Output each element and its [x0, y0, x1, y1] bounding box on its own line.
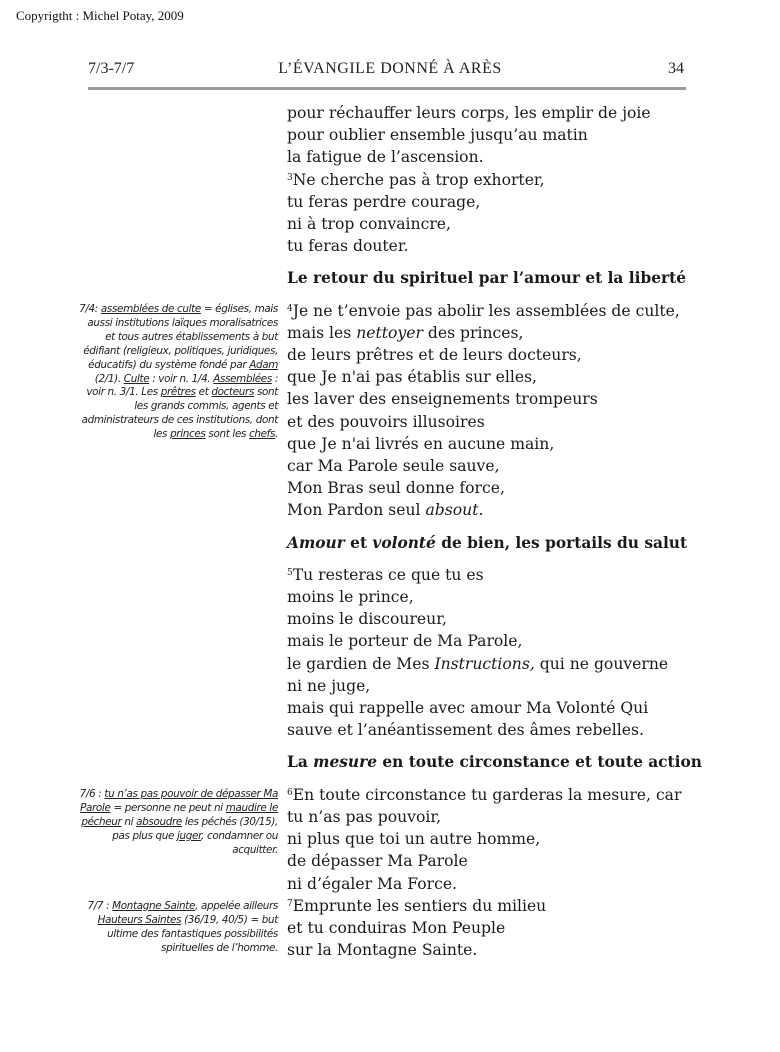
verse-line: mais le porteur de Ma Parole,: [287, 632, 523, 651]
verse-line: les laver des enseignements trompeurs: [287, 390, 598, 409]
header-rule: [88, 87, 686, 90]
verse-line: $^4$Je ne t’envoie pas abolir les assemblées de culte,: [287, 301, 680, 320]
verse-line: que Je n'ai livrés en aucune main,: [287, 434, 555, 453]
verse-number: 6: [287, 787, 293, 798]
header-verse-range: 7/3-7/7: [88, 60, 135, 77]
verse-line: Mon Pardon seul absout.: [287, 501, 484, 520]
verse-number: 5: [287, 567, 293, 578]
verse-line: que Je n'ai pas établis sur elles,: [287, 368, 538, 387]
verse-line: pour réchauffer leurs corps, les emplir de joie: [287, 104, 651, 122]
verse-line: tu feras perdre courage,: [287, 192, 481, 211]
verse-line: la fatigue de l’ascension.: [287, 148, 484, 167]
verse-line: moins le prince,: [287, 588, 414, 607]
verse-line: Mon Bras seul donne force,: [287, 479, 505, 498]
verse-line: $^6$En toute circonstance tu garderas la mesure, car: [287, 785, 682, 804]
verse-line: mais qui rappelle avec amour Ma Volonté Qui sauve et l’anéantissement des âmes rebelles.: [287, 699, 649, 740]
verse-line: tu feras douter.: [287, 237, 409, 256]
section-heading: Le retour du spirituel par l’amour et la liberté: [287, 269, 687, 288]
verse-line: de leurs prêtres et de leurs docteurs,: [287, 346, 582, 365]
verse-line: ni d’égaler Ma Force.: [287, 874, 458, 893]
section-heading: La mesure en toute circonstance et toute action: [287, 753, 702, 772]
verse-line: et des pouvoirs illusoires: [287, 412, 485, 431]
verse-line: mais les nettoyer des princes,: [287, 323, 524, 342]
verse-line: pour oublier ensemble jusqu’au matin: [287, 126, 588, 145]
verse-line: de dépasser Ma Parole: [287, 852, 468, 871]
verse-number: 3: [287, 172, 293, 183]
verse-number: 7: [287, 898, 293, 909]
verse-line: car Ma Parole seule sauve,: [287, 457, 500, 476]
verse-line: ni plus que toi un autre homme,: [287, 830, 541, 849]
verse-line: $^5$Tu resteras ce que tu es: [287, 565, 484, 584]
header-book-title: L’ÉVANGILE DONNÉ À ARÈS: [278, 60, 502, 77]
margin-note-7-4: 7/4: assemblées de culte = églises, mais aussi institutions laïques moralisatrices et tous autres établissements à but édifiant (religieux, politiques, juridiques, éducatifs) du système fondé par Adam (2/1). Culte : voir n. 1/4. Assemblées : voir n. 3/1. Les prêtres et docteurs sont les grands commis, agents et administrateurs de ces institutions, dont les princes sont les chefs.: [79, 303, 278, 441]
verse-line: sur la Montagne Sainte.: [287, 941, 478, 960]
verse-line: ni à trop convaincre,: [287, 215, 451, 234]
copyright-notice: Copyrigtht : Michel Potay, 2009: [16, 8, 184, 23]
main-text: [287, 102, 702, 961]
verse-number: 4: [287, 303, 293, 314]
verse-line: le gardien de Mes Instructions, qui ne gouverne ni ne juge,: [287, 654, 669, 695]
verse-line: $^3$Ne cherche pas à trop exhorter,: [287, 170, 545, 189]
verse-line: tu n’as pas pouvoir,: [287, 807, 442, 826]
verse-line: moins le discoureur,: [287, 610, 447, 629]
section-heading: Amour et volonté de bien, les portails du salut: [287, 533, 688, 552]
margin-note-7-7: 7/7 : Montagne Sainte, appelée ailleurs Hauteurs Saintes (36/19, 40/5) = but ultime des fantastiques possibilités spirituelles de l’homme.: [87, 900, 278, 954]
header-page-number: 34: [668, 60, 684, 77]
margin-note-7-6: 7/6 : tu n’as pas pouvoir de dépasser Ma Parole = personne ne peut ni maudire le pécheur ni absoudre les péchés (30/15), pas plus que juger, condamner ou acquitter.: [79, 788, 278, 856]
verse-line: et tu conduiras Mon Peuple: [287, 918, 506, 937]
verse-line: $^7$Emprunte les sentiers du milieu: [287, 896, 547, 915]
